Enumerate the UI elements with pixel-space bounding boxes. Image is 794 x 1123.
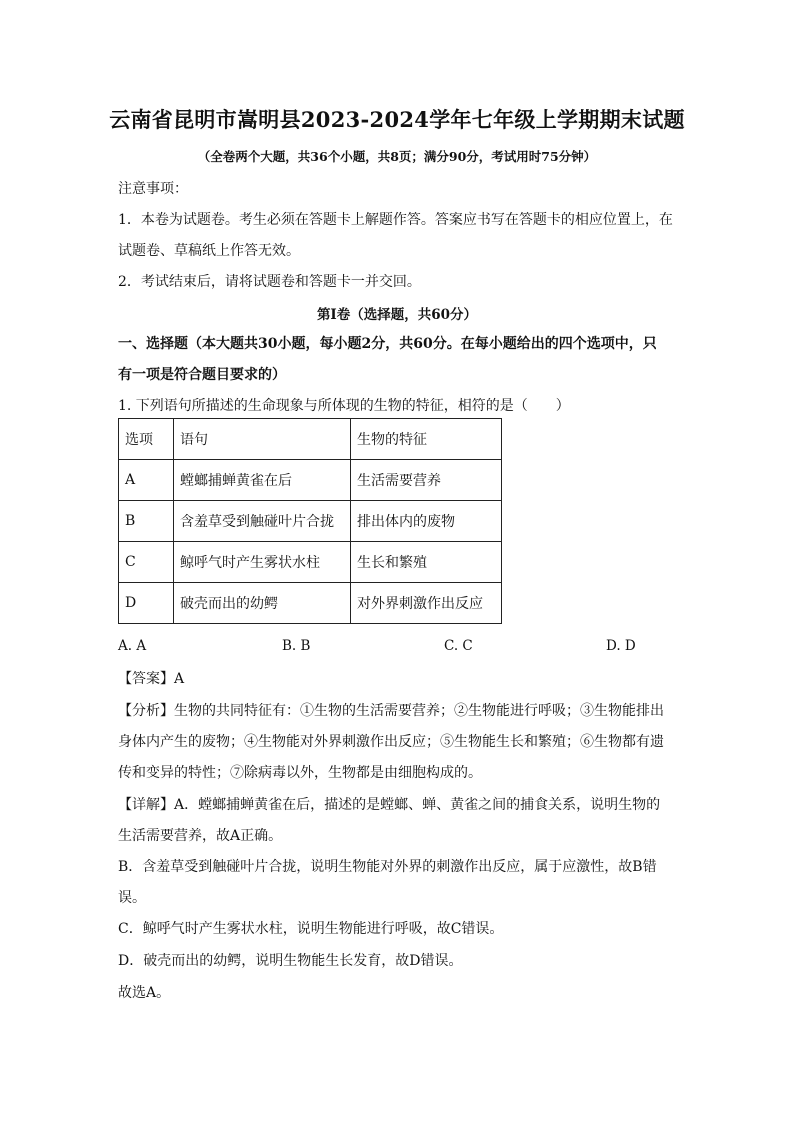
table-cell: 破壳而出的幼鳄 [174,583,351,624]
table-row [119,583,502,624]
table-cell: 螳螂捕蝉黄雀在后 [174,460,351,501]
table-cell: 生长和繁殖 [351,542,502,583]
table-cell: 含羞草受到触碰叶片合拢 [174,501,351,542]
table-cell: 排出体内的废物 [351,501,502,542]
note-item-1-cont: 试题卷、草稿纸上作答无效。 [118,243,300,259]
option-b: B. B [282,638,311,654]
part-instructions-cont: 有一项是符合题目要求的） [118,367,286,383]
table-cell: 对外界刺激作出反应 [351,583,502,624]
table-header-cell: 选项 [119,419,174,460]
option-d: D. D [606,638,636,654]
option-c: C. C [444,638,473,654]
table-cell: B [119,501,174,542]
table-cell: 鲸呼气时产生雾状水柱 [174,542,351,583]
explanation-text: 生活需要营养，故A正确。 [118,828,283,844]
analysis-text: 身体内产生的废物；④生物能对外界刺激作出反应；⑤生物能生长和繁殖；⑥生物都有遗 [118,734,664,750]
part-instructions: 一、选择题（本大题共30小题，每小题2分，共60分。在每小题给出的四个选项中，只 [118,336,657,352]
table-row [119,542,502,583]
question-1-table [118,418,502,624]
question-1-stem: 1. 下列语句所描述的生命现象与所体现的生物的特征，相符的是（ ） [118,398,570,414]
table-header-cell: 语句 [174,419,351,460]
answer: 【答案】A [118,671,185,687]
page-title: 云南省昆明市嵩明县2023-2024学年七年级上学期期末试题 [109,107,685,132]
analysis-text: 传和变异的特性；⑦除病毒以外，生物都是由细胞构成的。 [118,765,482,781]
explanation-text: C．鲸呼气时产生雾状水柱，说明生物能进行呼吸，故C错误。 [118,921,504,937]
table-header-cell: 生物的特征 [351,419,502,460]
notes-heading: 注意事项： [118,181,188,197]
note-item-2: 2．考试结束后，请将试题卷和答题卡一并交回。 [118,274,421,290]
table-row [119,460,502,501]
table-cell: 生活需要营养 [351,460,502,501]
table-header-row [119,419,502,460]
note-item-1: 1．本卷为试题卷。考生必须在答题卡上解题作答。答案应书写在答题卡的相应位置上，在 [118,212,673,228]
analysis-text: 【分析】生物的共同特征有：①生物的生活需要营养；②生物能进行呼吸；③生物能排出 [118,703,664,719]
table-cell: C [119,542,174,583]
table-row [119,501,502,542]
explanation-text: 【详解】A．螳螂捕蝉黄雀在后，描述的是螳螂、蝉、黄雀之间的捕食关系，说明生物的 [118,797,661,813]
explanation-text: 误。 [118,890,146,906]
section-heading: 第I卷（选择题，共60分） [316,307,478,323]
conclusion: 故选A。 [118,985,171,1001]
exam-info: （全卷两个大题，共36个小题，共8页；满分90分，考试用时75分钟） [197,149,597,164]
table-cell: D [119,583,174,624]
explanation-text: D．破壳而出的幼鳄，说明生物能生长发育，故D错误。 [118,953,463,969]
table-cell: A [119,460,174,501]
explanation-text: B．含羞草受到触碰叶片合拢，说明生物能对外界的刺激作出反应，属于应激性，故B错 [118,859,657,875]
option-a: A. A [118,638,147,654]
